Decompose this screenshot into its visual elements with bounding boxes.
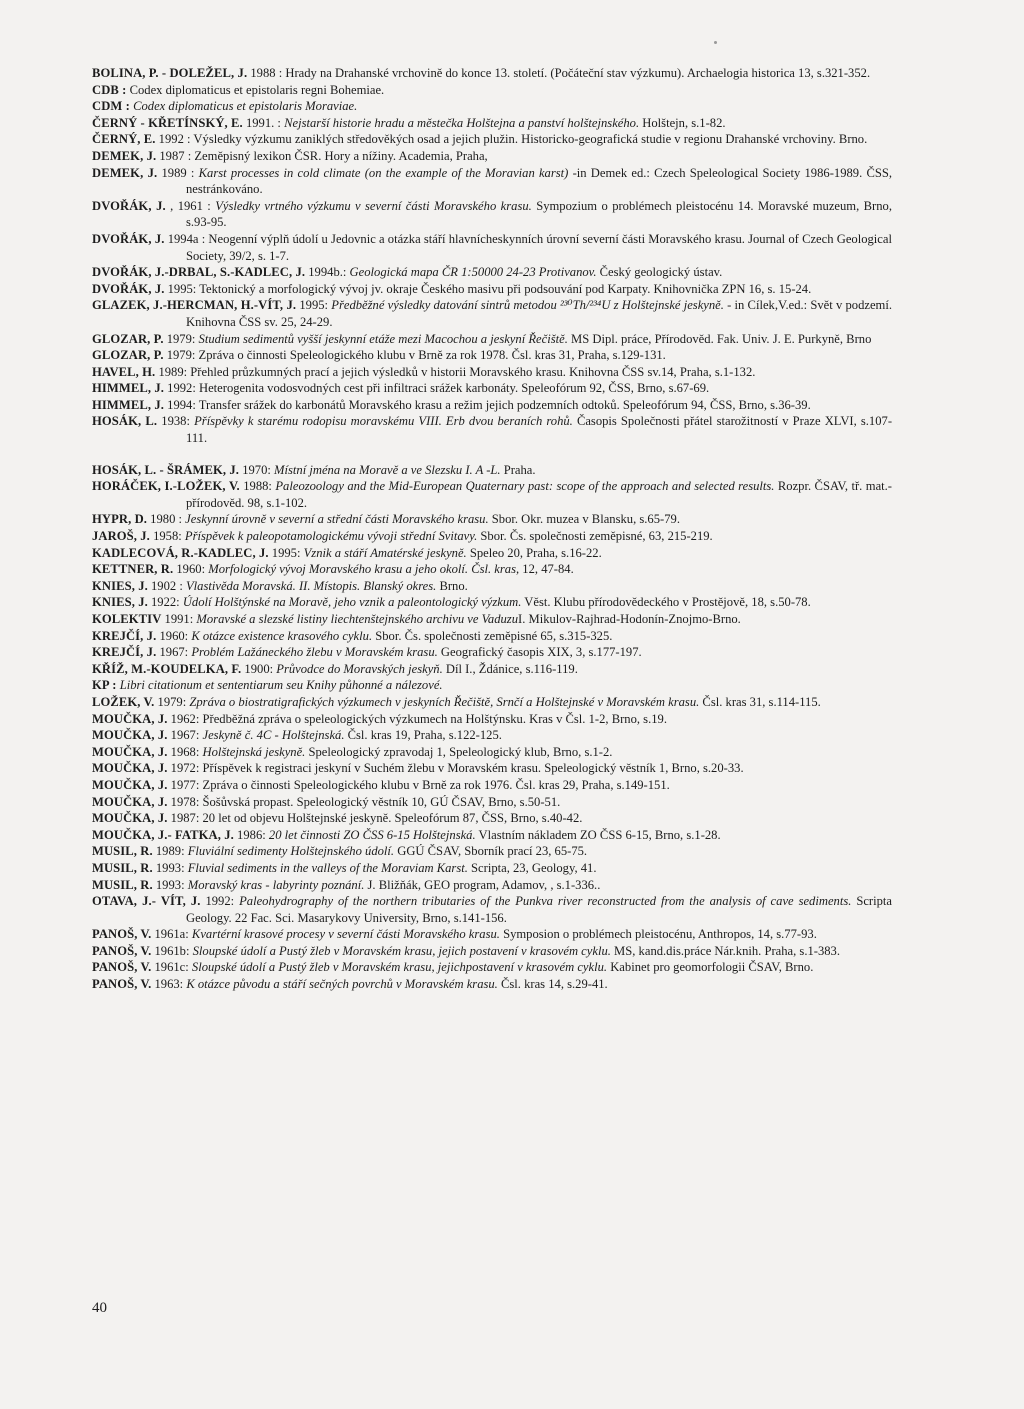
reference-title: 20 let činnosti ZO ČSS 6-15 Holštejnská. bbox=[268, 827, 476, 842]
reference-author: CDM : bbox=[92, 99, 130, 114]
reference-text: Český geologický ústav. bbox=[596, 265, 723, 280]
reference-author: MUSIL, R. bbox=[92, 844, 153, 859]
reference-text: 1987 : Zeměpisný lexikon ČSR. Hory a nížiny. Academia, Praha, bbox=[156, 148, 488, 163]
reference-author: CDB : bbox=[92, 82, 127, 97]
reference-text: 1967: bbox=[167, 728, 203, 743]
reference-entry bbox=[92, 893, 892, 926]
reference-title: Příspěvky k starému rodopisu moravskému VIII. Erb dvou beraních rohů. bbox=[194, 414, 573, 429]
reference-text: 1967: bbox=[156, 645, 192, 660]
reference-title: K otázce původu a stáří sečných povrchů v Moravském krasu. bbox=[186, 977, 498, 992]
reference-text: 1962: Předběžná zpráva o speleologických výzkumech na Holštýnsku. Kras v Čsl. 1-2, Brno, s.19. bbox=[167, 711, 667, 726]
reference-entry bbox=[92, 827, 892, 844]
reference-text: 1972: Příspěvek k registraci jeskyní v Suchém žlebu v Moravském krasu. Speleologický věstník 1, Brno, s.20-33. bbox=[167, 761, 744, 776]
reference-author: PANOŠ, V. bbox=[92, 927, 152, 942]
reference-title: Moravský kras - labyrinty poznání. bbox=[187, 877, 365, 892]
reference-title: Kvartérní krasové procesy v severní části Moravského krasu. bbox=[191, 927, 500, 942]
reference-entry bbox=[92, 677, 892, 694]
reference-entry bbox=[92, 578, 892, 595]
reference-title: Předběžné výsledky datování sintrů metodou ²³⁰Th/²³⁴U z Holštejnské jeskyně. bbox=[331, 298, 724, 313]
reference-title: Moravské a slezské listiny liechtenštejnského archivu ve Vaduzu bbox=[196, 612, 519, 626]
reference-text: - in Cílek,V.ed.: Svět v podzemí. Knihovna ČSS sv. 25, 24-29. bbox=[186, 298, 892, 329]
reference-author: PANOŠ, V. bbox=[92, 977, 152, 992]
reference-text: 1960: bbox=[156, 628, 192, 643]
reference-text: Codex diplomaticus et epistolaris regni Bohemiae. bbox=[126, 82, 385, 97]
reference-text: MS, kand.dis.práce Nár.knih. Praha, s.1-383. bbox=[610, 943, 841, 958]
reference-entry bbox=[92, 511, 892, 528]
reference-title: Výsledky vrtného výzkumu v severní části Moravského krasu. bbox=[215, 198, 532, 213]
reference-author: HAVEL, H. bbox=[92, 364, 156, 379]
reference-text: 1989: Přehled průzkumných prací a jejich výsledků v historii Moravského krasu. Knihovna ČSS sv.14, Praha, s.1-132. bbox=[155, 364, 756, 379]
reference-title: Jeskynní úrovně v severní a střední části Moravského krasu. bbox=[185, 512, 489, 527]
reference-text: 1987: 20 let od objevu Holštejnské jeskyně. Speleofórum 87, ČSS, Brno, s.40-42. bbox=[167, 811, 583, 826]
reference-author: KADLECOVÁ, R.-KADLEC, J. bbox=[92, 545, 269, 560]
reference-entry bbox=[92, 959, 892, 976]
reference-text: 1994a : Neogenní výplň údolí u Jedovnic a otázka stáří hlavnícheskynních úrovní severní části Moravského krasu. Journal of Czech Geological Society, 39/2, s. 1-7. bbox=[164, 231, 892, 263]
reference-title: Fluvial sediments in the valleys of the Moraviam Karst. bbox=[187, 860, 468, 875]
reference-text: 1988: bbox=[239, 479, 276, 494]
reference-entry bbox=[92, 727, 892, 744]
reference-text: Sbor. Okr. muzea v Blansku, s.65-79. bbox=[488, 512, 680, 527]
reference-text: Sbor. Čs. společnosti zeměpisné 65, s.315-325. bbox=[372, 628, 613, 643]
reference-entry bbox=[92, 760, 892, 777]
reference-entry bbox=[92, 661, 892, 678]
reference-entry bbox=[92, 364, 892, 381]
reference-text: 1958: bbox=[149, 529, 185, 544]
reference-author: MUSIL, R. bbox=[92, 877, 153, 892]
reference-text: Speleologický zpravodaj 1, Speleologický klub, Brno, s.1-2. bbox=[305, 744, 613, 759]
reference-entry bbox=[92, 860, 892, 877]
reference-text: Symposion o problémech pleistocénu, Anthropos, 14, s.77-93. bbox=[499, 927, 817, 942]
reference-text: 1979: bbox=[154, 694, 190, 709]
reference-entry bbox=[92, 231, 892, 264]
reference-entry bbox=[92, 976, 892, 993]
reference-text: 1994b.: bbox=[305, 265, 350, 280]
reference-title: Fluviální sedimenty Holštejnského údolí. bbox=[187, 844, 395, 859]
reference-entry bbox=[92, 115, 892, 132]
reference-title: Místní jména na Moravě a ve Slezsku I. A -L. bbox=[274, 462, 501, 477]
reference-title: Paleozoology and the Mid-European Quaternary past: scope of the approach and selected results. bbox=[275, 479, 775, 494]
reference-text: Geografický časopis XIX, 3, s.177-197. bbox=[437, 645, 642, 660]
reference-text: 1988 : bbox=[247, 66, 286, 80]
reference-text: 1994: Transfer srážek do karbonátů Moravského krasu a režim jejich podzemních odtoků. Speleofórum 94, ČSS, Brno, s.36-39. bbox=[164, 397, 811, 412]
reference-title: Karst processes in cold climate (on the example of the Moravian karst) bbox=[198, 165, 569, 180]
reference-text: 1922: bbox=[147, 595, 183, 610]
reference-author: LOŽEK, V. bbox=[92, 694, 155, 709]
reference-entry bbox=[92, 644, 892, 661]
reference-title: K otázce existence krasového cyklu. bbox=[191, 628, 373, 643]
reference-entry bbox=[92, 777, 892, 794]
reference-entry bbox=[92, 98, 892, 115]
reference-author: HOSÁK, L. - ŠRÁMEK, J. bbox=[92, 462, 240, 477]
reference-author: DVOŘÁK, J. bbox=[92, 198, 166, 213]
reference-title: Libri citationum et sententiarum seu Knihy půhonné a nálezové. bbox=[119, 678, 443, 693]
reference-text: Čsl. kras 19, Praha, s.122-125. bbox=[344, 728, 502, 743]
reference-text: Rozpr. ČSAV, tř. mat.-přírodověd. 98, s.1-102. bbox=[186, 479, 892, 510]
reference-text: 1977: Zpráva o činnosti Speleologického klubu v Brně za rok 1976. Čsl. kras 29, Praha, s.149-151. bbox=[167, 777, 670, 792]
reference-title: Paleohydrography of the northern tributaries of the Punkva river reconstructed from the analysis of cave sediments. bbox=[239, 894, 852, 909]
reference-text: Holštejn, s.1-82. bbox=[639, 115, 726, 130]
reference-text: 1995: bbox=[268, 545, 304, 560]
reference-text: Věst. Klubu přírodovědeckého v Prostějově, 18, s.50-78. bbox=[521, 595, 811, 610]
reference-entry bbox=[92, 264, 892, 281]
reference-title: Codex diplomaticus et epistolaris Moraviae. bbox=[133, 99, 358, 114]
reference-title: Studium sedimentů vyšší jeskynní etáže mezi Macochou a jeskyní Řečiště. bbox=[198, 331, 568, 346]
reference-author: ČERNÝ, E. bbox=[92, 132, 156, 147]
reference-author: KŘÍŽ, M.-KOUDELKA, F. bbox=[92, 661, 242, 676]
reference-entry bbox=[92, 528, 892, 545]
reference-text: 1993: bbox=[152, 860, 188, 875]
reference-author: KNIES, J. bbox=[92, 595, 148, 610]
reference-author: PANOŠ, V. bbox=[92, 960, 152, 975]
reference-entry bbox=[92, 926, 892, 943]
reference-title: Zpráva o biostratigrafických výzkumech v jeskyních Řečiště, Srnčí a Holštejnské v Moravském krasu. bbox=[189, 694, 700, 709]
reference-author: HOSÁK, L. bbox=[92, 414, 158, 429]
reference-text: 1968: bbox=[167, 744, 203, 759]
reference-author: MOUČKA, J. bbox=[92, 777, 168, 792]
reference-text: 1961b: bbox=[151, 943, 193, 958]
reference-title: Průvodce do Moravských jeskyň. bbox=[276, 661, 443, 676]
reference-text: Čsl. kras 31, s.114-115. bbox=[699, 694, 821, 709]
reference-title: Problém Lažáneckého žlebu v Moravském krasu. bbox=[191, 645, 438, 660]
reference-text: , 1961 : bbox=[165, 198, 216, 213]
reference-author: MOUČKA, J. bbox=[92, 744, 168, 759]
reference-title: Vlastivěda Moravská. II. Místopis. Blanský okres. bbox=[185, 578, 437, 593]
reference-text: 1961c: bbox=[151, 960, 192, 975]
reference-entry bbox=[92, 810, 892, 827]
reference-text: Hrady na Drahanské vrchovině do konce 13. století. (Počáteční stav výzkumu). Archaelogia historica 13, s.321-352. bbox=[285, 66, 871, 80]
reference-text: 1902 : bbox=[147, 578, 186, 593]
reference-text: 1980 : bbox=[147, 512, 186, 527]
reference-text: 1993: bbox=[152, 877, 188, 892]
reference-entry bbox=[92, 843, 892, 860]
reference-text: 1961a: bbox=[151, 927, 192, 942]
reference-entry bbox=[92, 794, 892, 811]
reference-text: Čsl. kras 14, s.29-41. bbox=[497, 977, 608, 992]
reference-author: KP : bbox=[92, 678, 117, 693]
reference-author: BOLINA, P. - DOLEŽEL, J. bbox=[92, 66, 248, 80]
reference-text: 1991: bbox=[161, 612, 197, 626]
reference-text: 1989: bbox=[152, 844, 188, 859]
reference-text: Scripta Geology. 22 Fac. Sci. Masarykovy University, Brno, s.141-156. bbox=[186, 894, 892, 925]
reference-author: HIMMEL, J. bbox=[92, 397, 165, 412]
reference-text: 1989 : bbox=[157, 165, 199, 180]
reference-text: Speleo 20, Praha, s.16-22. bbox=[466, 545, 602, 560]
reference-author: DVOŘÁK, J.-DRBAL, S.-KADLEC, J. bbox=[92, 265, 306, 280]
reference-text: MS Dipl. práce, Přírodověd. Fak. Univ. J. E. Purkyně, Brno bbox=[567, 331, 872, 346]
reference-text: Vlastním nákladem ZO ČSS 6-15, Brno, s.1-28. bbox=[475, 827, 721, 842]
reference-text: 1992: bbox=[200, 894, 240, 909]
reference-author: DVOŘÁK, J. bbox=[92, 231, 165, 246]
reference-entry bbox=[92, 478, 892, 511]
reference-text: 1970: bbox=[239, 462, 275, 477]
reference-author: MOUČKA, J. bbox=[92, 811, 168, 826]
reference-text: 1978: Šošůvská propast. Speleologický věstník 10, GÚ ČSAV, Brno, s.50-51. bbox=[167, 794, 561, 809]
reference-entry bbox=[92, 148, 892, 165]
reference-entry bbox=[92, 594, 892, 611]
reference-entry bbox=[92, 281, 892, 298]
reference-text: 1900: bbox=[241, 661, 277, 676]
reference-text: Sympozium o problémech pleistocénu 14. Moravské muzeum, Brno, s.93-95. bbox=[186, 198, 892, 230]
reference-entry bbox=[92, 347, 892, 364]
reference-entry bbox=[92, 413, 892, 446]
reference-entry bbox=[92, 82, 892, 99]
reference-entry bbox=[92, 462, 892, 479]
reference-entry bbox=[92, 611, 892, 628]
reference-text: J. Bližňák, GEO program, Adamov, , s.1-336.. bbox=[364, 877, 601, 892]
reference-entry bbox=[92, 297, 892, 330]
reference-text: Sbor. Čs. společnosti zeměpisné, 63, 215-219. bbox=[477, 529, 713, 544]
reference-text: Praha. bbox=[500, 462, 536, 477]
reference-title: Nejstarší historie hradu a městečka Holštejna a panství holštejnského. bbox=[284, 115, 640, 130]
reference-entry bbox=[92, 561, 892, 578]
reference-entry bbox=[92, 877, 892, 894]
reference-title: Vznik a stáří Amatérské jeskyně. bbox=[303, 545, 467, 560]
reference-author: KETTNER, R. bbox=[92, 562, 174, 577]
reference-entry bbox=[92, 545, 892, 562]
reference-author: KOLEKTIV bbox=[92, 612, 162, 626]
reference-text: Časopis Společnosti přátel starožitností v Praze XLVI, s.107-111. bbox=[186, 414, 893, 446]
reference-author: ČERNÝ - KŘETÍNSKÝ, E. bbox=[92, 115, 243, 130]
reference-author: MOUČKA, J. bbox=[92, 728, 168, 743]
reference-author: PANOŠ, V. bbox=[92, 943, 152, 958]
reference-entry bbox=[92, 198, 892, 231]
reference-text: GGÚ ČSAV, Sborník prací 23, 65-75. bbox=[394, 844, 588, 859]
reference-text: 1995: bbox=[296, 298, 332, 313]
reference-title: Holštejnská jeskyně. bbox=[202, 744, 306, 759]
reference-entry bbox=[92, 628, 892, 645]
reference-author: MUSIL, R. bbox=[92, 860, 153, 875]
reference-entry bbox=[92, 331, 892, 348]
reference-text: -in Demek ed.: Czech Speleological Society 1986-1989. ČSS, nestránkováno. bbox=[186, 165, 892, 197]
reference-text: 1991. : bbox=[242, 115, 285, 130]
reference-author: DVOŘÁK, J. bbox=[92, 281, 165, 296]
reference-author: OTAVA, J.- VÍT, J. bbox=[92, 894, 201, 909]
reference-author: MOUČKA, J. bbox=[92, 761, 168, 776]
reference-author: MOUČKA, J. bbox=[92, 711, 168, 726]
reference-entry bbox=[92, 165, 892, 198]
reference-title: Příspěvek k paleopotamologickému vývoji střední Svitavy. bbox=[184, 529, 478, 544]
reference-author: MOUČKA, J. bbox=[92, 794, 168, 809]
reference-author: KNIES, J. bbox=[92, 578, 148, 593]
reference-text: 1960: bbox=[173, 562, 209, 577]
reference-text: 1992: Heterogenita vodosvodných cest při infiltraci srážek karbonáty. Speleofórum 92, ČSS, Brno, s.67-69. bbox=[164, 381, 710, 396]
reference-text: I. Mikulov-Rajhrad-Hodonín-Znojmo-Brno. bbox=[518, 612, 741, 626]
page-number: 40 bbox=[92, 1300, 107, 1316]
reference-text: Scripta, 23, Geology, 41. bbox=[467, 860, 597, 875]
scan-speck bbox=[714, 41, 717, 44]
reference-text: 1986: bbox=[233, 827, 269, 842]
reference-author: GLOZAR, P. bbox=[92, 331, 164, 346]
reference-entry bbox=[92, 694, 892, 711]
reference-text: 1938: bbox=[157, 414, 195, 429]
reference-author: GLOZAR, P. bbox=[92, 348, 164, 363]
reference-author: KREJČÍ, J. bbox=[92, 645, 157, 660]
reference-list bbox=[92, 65, 892, 993]
reference-author: HORÁČEK, I.-LOŽEK, V. bbox=[92, 479, 240, 494]
reference-author: HIMMEL, J. bbox=[92, 381, 165, 396]
reference-title: Geologická mapa ČR 1:50000 24-23 Protivanov. bbox=[349, 265, 597, 280]
reference-author: KREJČÍ, J. bbox=[92, 628, 157, 643]
reference-entry bbox=[92, 943, 892, 960]
reference-text: Díl I., Ždánice, s.116-119. bbox=[442, 661, 578, 676]
reference-author: DEMEK, J. bbox=[92, 165, 158, 180]
reference-title: Jeskyně č. 4C - Holštejnská. bbox=[202, 728, 345, 743]
reference-text: 1992 : Výsledky výzkumu zaniklých středověkých osad a jejich plužin. Historicko-geografická studie v regionu Drahanské vrchoviny. Brno. bbox=[155, 132, 868, 147]
reference-author: GLAZEK, J.-HERCMAN, H.-VÍT, J. bbox=[92, 298, 297, 313]
reference-author: JAROŠ, J. bbox=[92, 529, 150, 544]
reference-title: Sloupské údolí a Pustý žleb v Moravském krasu, jejich postavení v krasovém cyklu. bbox=[192, 943, 611, 958]
reference-entry bbox=[92, 711, 892, 728]
reference-text: 1995: Tektonický a morfologický vývoj jv. okraje Českého masivu při podsouvání pod Karpaty. Knihovnička ZPN 16, s. 15-24. bbox=[164, 281, 812, 296]
reference-text: 1979: Zpráva o činnosti Speleologického klubu v Brně za rok 1978. Čsl. kras 31, Praha, s.129-131. bbox=[163, 348, 666, 363]
reference-text: 1963: bbox=[151, 977, 187, 992]
reference-entry bbox=[92, 744, 892, 761]
reference-entry bbox=[92, 380, 892, 397]
reference-entry bbox=[92, 131, 892, 148]
reference-text: 1979: bbox=[163, 331, 199, 346]
reference-entry bbox=[92, 397, 892, 414]
reference-text: Kabinet pro geomorfologii ČSAV, Brno. bbox=[607, 960, 814, 975]
reference-author: DEMEK, J. bbox=[92, 148, 157, 163]
reference-title: Sloupské údolí a Pustý žleb v Moravském krasu, jejichpostavení v krasovém cyklu. bbox=[191, 960, 608, 975]
reference-title: Údolí Holštýnské na Moravě, jeho vznik a paleontologický výzkum. bbox=[182, 595, 522, 610]
reference-author: HYPR, D. bbox=[92, 512, 148, 527]
reference-title: Morfologický vývoj Moravského krasu a jeho okolí. Čsl. kras, bbox=[208, 562, 520, 577]
reference-author: MOUČKA, J.- FATKA, J. bbox=[92, 827, 234, 842]
reference-text: Brno. bbox=[436, 578, 468, 593]
reference-text: 12, 47-84. bbox=[519, 562, 574, 577]
reference-entry bbox=[92, 65, 892, 82]
